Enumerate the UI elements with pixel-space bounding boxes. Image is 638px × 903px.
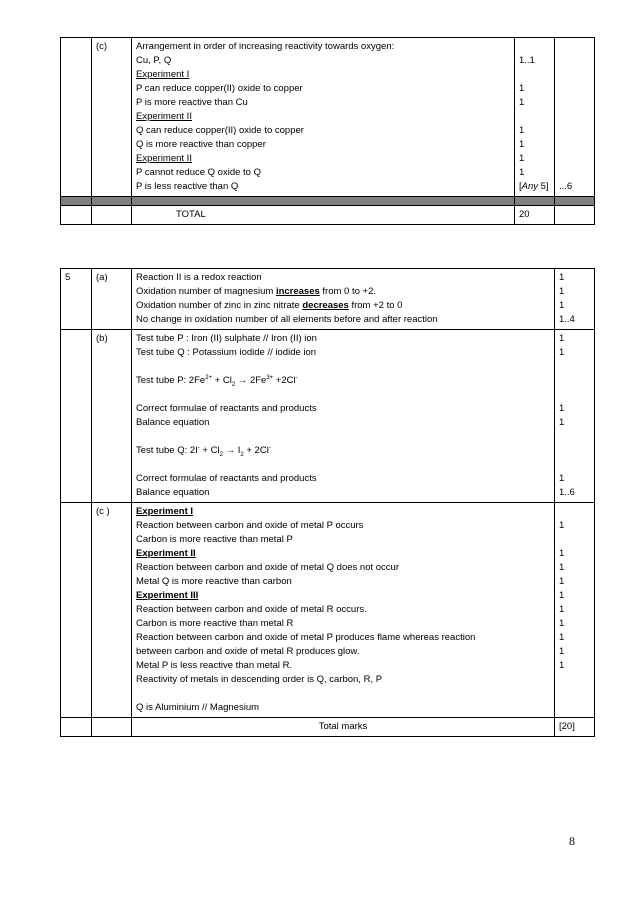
mark-value	[559, 533, 590, 547]
total-row	[61, 206, 595, 225]
marking-table-part-c	[60, 37, 595, 225]
answer-cell: Test tube P : Iron (II) sulphate // Iron (II) ion Test tube Q : Potassium iodide // iodide ion Test tube P: $2Fe^{2+} + Cl_2 \to 2Fe^{3+} +2Cl^-$ Correct formulae of reactants and products Balance equation Test tube Q: $2I^- + Cl_2 \to I_2 + 2Cl^-$ Correct formulae of reactants and products Balance equation	[132, 330, 555, 503]
answer-line: Experiment I	[136, 69, 190, 80]
answer-line: Q can reduce copper(II) oxide to copper	[136, 125, 304, 136]
total-label: TOTAL	[176, 209, 206, 220]
answer-line: Experiment II	[136, 111, 192, 122]
mark-value: [Any 5]	[519, 181, 549, 192]
answer-line: Experiment III	[136, 590, 199, 601]
marking-table-question-5	[60, 268, 595, 737]
answer-cell	[132, 38, 515, 197]
answer-line: Reaction between carbon and oxide of metal R occurs.	[136, 604, 367, 615]
table-row-c	[61, 503, 595, 718]
answer-line: P cannot reduce Q oxide to Q	[136, 167, 261, 178]
page-number: 8	[569, 834, 575, 848]
mark-value	[519, 68, 550, 82]
mark-value: 1	[559, 604, 565, 615]
mark-value: 1	[559, 646, 565, 657]
arrow-icon: →	[237, 375, 248, 386]
part-label: (c )	[92, 503, 132, 718]
answer-line: Reactivity of metals in descending order is Q, carbon, R, P	[136, 674, 383, 685]
marks-cell: 1 1 1 1 1 1..6	[555, 330, 595, 503]
mark-value: 1	[559, 618, 565, 629]
mark-value: 1	[559, 660, 565, 671]
answer-line: Experiment II	[136, 548, 196, 559]
table-row	[61, 38, 595, 197]
answer-line: Metal P is less reactive than metal R.	[136, 660, 293, 671]
subtotal-cell	[555, 38, 595, 197]
table-row-b	[61, 330, 595, 503]
answer-line: between carbon and oxide of metal R produces glow.	[136, 646, 360, 657]
answer-line: P can reduce copper(II) oxide to copper	[136, 83, 303, 94]
equation-p: Test tube P: $2Fe^{2+} + Cl_2 \to 2Fe^{3+} +2Cl^-$	[136, 374, 298, 388]
answer-line: Carbon is more reactive than metal P	[136, 534, 293, 545]
total-value: 20	[519, 209, 530, 220]
answer-line: Experiment II	[136, 153, 192, 164]
marks-cell: 1 1 1 1..4	[555, 269, 595, 330]
question-number: 5	[61, 269, 92, 330]
total-label: Total marks	[318, 721, 368, 732]
answer-line: Reaction between carbon and oxide of metal Q does not occur	[136, 562, 399, 573]
mark-value	[519, 110, 550, 124]
answer-line: P is more reactive than Cu	[136, 97, 248, 108]
marks-cell	[515, 38, 555, 197]
mark-value: 1	[559, 590, 565, 601]
mark-value	[559, 673, 590, 687]
mark-value	[559, 687, 590, 701]
mark-value: 1	[519, 83, 525, 94]
answer-line: Metal Q is more reactive than carbon	[136, 576, 292, 587]
table-row-a	[61, 269, 595, 330]
part-label: (a)	[92, 269, 132, 330]
part-label: (c)	[92, 38, 132, 197]
mark-value: 1	[519, 153, 525, 164]
mark-value: 1	[559, 576, 565, 587]
mark-value: 1	[559, 632, 565, 643]
total-value: [20]	[559, 721, 575, 732]
answer-line	[136, 687, 550, 701]
answer-line: Arrangement in order of increasing reactivity towards oxygen:	[136, 41, 395, 52]
subtotal-mark: ...6	[559, 181, 573, 192]
mark-value: 1	[519, 125, 525, 136]
mark-value: 1	[519, 139, 525, 150]
answer-line: Reaction between carbon and oxide of metal P produces flame whereas reaction	[136, 632, 476, 643]
shaded-row	[61, 197, 595, 206]
answer-cell	[132, 503, 555, 718]
arrow-icon: →	[225, 445, 236, 456]
answer-line: Experiment I	[136, 506, 194, 517]
part-label: (b)	[92, 330, 132, 503]
answer-line: Cu, P, Q	[136, 55, 172, 66]
total-row	[61, 718, 595, 737]
answer-line: Carbon is more reactive than metal R	[136, 618, 294, 629]
mark-value: 1	[559, 548, 565, 559]
mark-value: 1	[559, 520, 565, 531]
answer-line: Q is Aluminium // Magnesium	[136, 702, 260, 713]
answer-cell: Reaction II is a redox reaction Oxidation number of magnesium increases from 0 to +2. Oxidation number of zinc in zinc nitrate decreases from +2 to 0 No change in oxidation number of all elements before and after reaction	[132, 269, 555, 330]
answer-line: Reaction between carbon and oxide of metal P occurs	[136, 520, 364, 531]
equation-q: Test tube Q: $2I^- + Cl_2 \to I_2 + 2Cl^-$	[136, 444, 271, 458]
mark-value	[559, 701, 590, 715]
mark-value: 1	[559, 562, 565, 573]
marks-cell	[555, 503, 595, 718]
mark-value: 1..1	[519, 55, 535, 66]
answer-line: P is less reactive than Q	[136, 181, 239, 192]
answer-line: Q is more reactive than copper	[136, 139, 266, 150]
mark-value	[519, 40, 550, 54]
mark-value: 1	[519, 167, 525, 178]
mark-value	[559, 505, 590, 519]
mark-value: 1	[519, 97, 525, 108]
